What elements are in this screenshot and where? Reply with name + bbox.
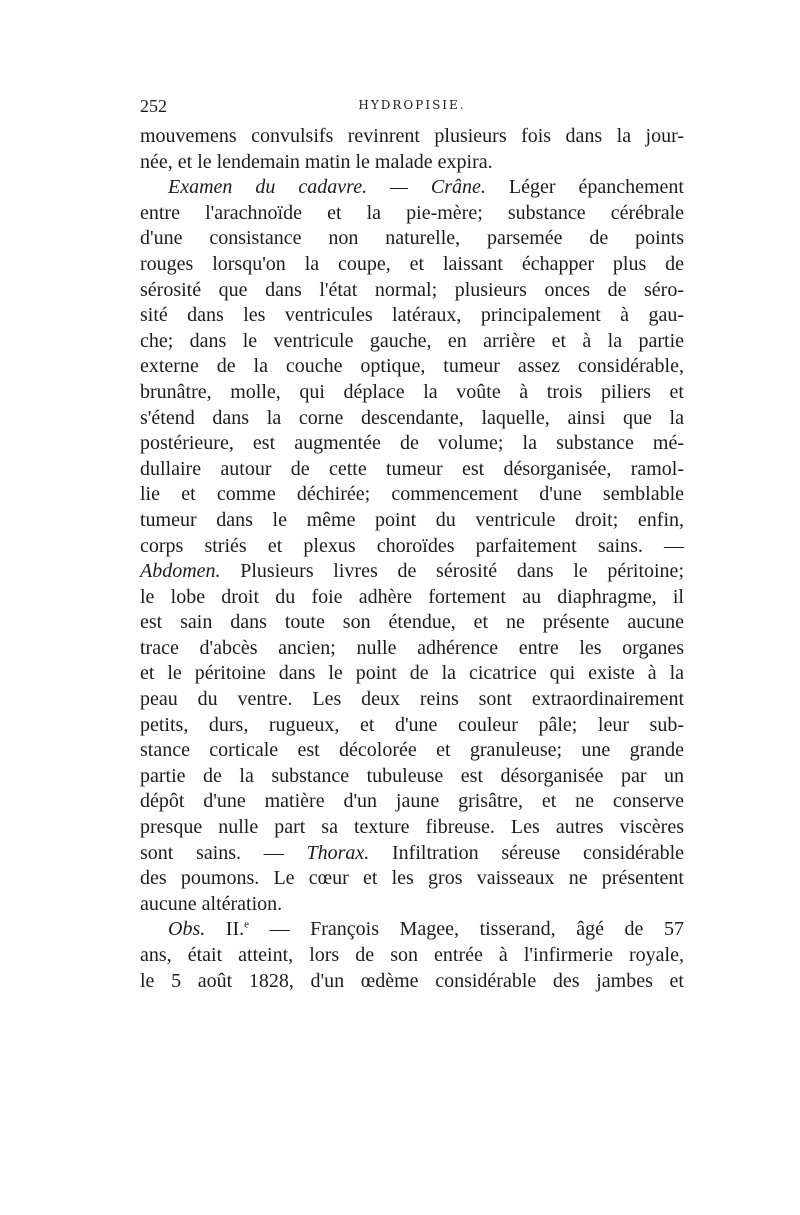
page-header xyxy=(140,96,684,118)
text-line: brunâtre, molle, qui déplace la voûte à trois piliers et xyxy=(140,380,684,403)
text-line: stance corticale est décolorée et granuleuse; une grande xyxy=(140,739,684,762)
text-line: le lobe droit du foie adhère fortement au diaphragme, il xyxy=(140,585,684,608)
text-fragment: — François Magee, tisserand, âgé de 57 xyxy=(249,918,684,941)
text-line xyxy=(140,841,684,867)
text-line: lie et comme déchirée; commencement d'une semblable xyxy=(140,483,684,506)
text-line: sérosité que dans l'état normal; plusieurs onces de séro- xyxy=(140,278,684,301)
text-line: ans, était atteint, lors de son entrée à l'infirmerie royale, xyxy=(140,944,684,966)
running-title: HYDROPISIE. xyxy=(358,98,466,112)
text-line: et le péritoine dans le point de la cicatrice qui existe à la xyxy=(140,662,684,685)
text-line: s'étend dans la corne descendante, laquelle, ainsi que la xyxy=(140,406,684,429)
text-line: peau du ventre. Les deux reins sont extraordinairement xyxy=(140,688,684,711)
text-line: trace d'abcès ancien; nulle adhérence entre les organes xyxy=(140,636,684,659)
text-line: corps striés et plexus choroïdes parfaitement sains. — xyxy=(140,534,684,557)
observation-label-italic: Obs. xyxy=(168,918,206,941)
text-line: mouvemens convulsifs revinrent plusieurs fois dans la jour- xyxy=(140,125,684,147)
section-heading-italic: Thorax. xyxy=(306,841,370,864)
text-line: externe de la couche optique, tumeur assez considérable, xyxy=(140,355,684,378)
text-line: tumeur dans le même point du ventricule droit; enfin, xyxy=(140,508,684,531)
text-fragment: Léger épanchement xyxy=(485,176,684,199)
page-number: 252 xyxy=(140,96,167,116)
text-line: des poumons. Le cœur et les gros vaisseaux ne présentent xyxy=(140,867,684,890)
text-line: petits, durs, rugueux, et d'une couleur pâle; leur sub- xyxy=(140,713,684,736)
text-line: dépôt d'une matière d'un jaune grisâtre, et ne conserve xyxy=(140,790,684,813)
text-line: partie de la substance tubuleuse est désorganisée par un xyxy=(140,764,684,787)
text-line: née, et le lendemain matin le malade expira. xyxy=(140,150,493,173)
text-line xyxy=(140,559,684,585)
text-line: postérieure, est augmentée de volume; la substance mé- xyxy=(140,432,684,455)
text-line: d'une consistance non naturelle, parsemée de points xyxy=(140,227,684,250)
text-line: entre l'arachnoïde et la pie-mère; substance cérébrale xyxy=(140,201,684,224)
text-line: aucune altération. xyxy=(140,892,283,915)
text-fragment: II. xyxy=(205,918,245,941)
section-heading-italic: Abdomen. xyxy=(140,560,221,583)
text-line: sité dans les ventricules latéraux, principalement à gau- xyxy=(140,304,684,327)
superscript: e xyxy=(244,918,250,931)
text-line: le 5 août 1828, d'un œdème considérable des jambes et xyxy=(140,969,684,992)
text-line: dullaire autour de cette tumeur est désorganisée, ramol- xyxy=(140,457,684,480)
text-fragment: Infiltration séreuse considérable xyxy=(369,841,685,864)
text-line: presque nulle part sa texture fibreuse. Les autres viscères xyxy=(140,816,684,839)
text-line: rouges lorsqu'on la coupe, et laissant échapper plus de xyxy=(140,252,684,275)
text-line xyxy=(140,175,684,201)
text-fragment: Plusieurs livres de sérosité dans le péritoine; xyxy=(220,560,684,583)
text-line: che; dans le ventricule gauche, en arrière et à la partie xyxy=(140,329,684,352)
section-heading-italic: Examen du cadavre. — Crâne. xyxy=(168,176,486,199)
text-line xyxy=(140,917,684,943)
body-text xyxy=(140,124,684,994)
text-fragment: sont sains. — xyxy=(140,841,307,864)
text-line: est sain dans toute son étendue, et ne présente aucune xyxy=(140,611,684,634)
